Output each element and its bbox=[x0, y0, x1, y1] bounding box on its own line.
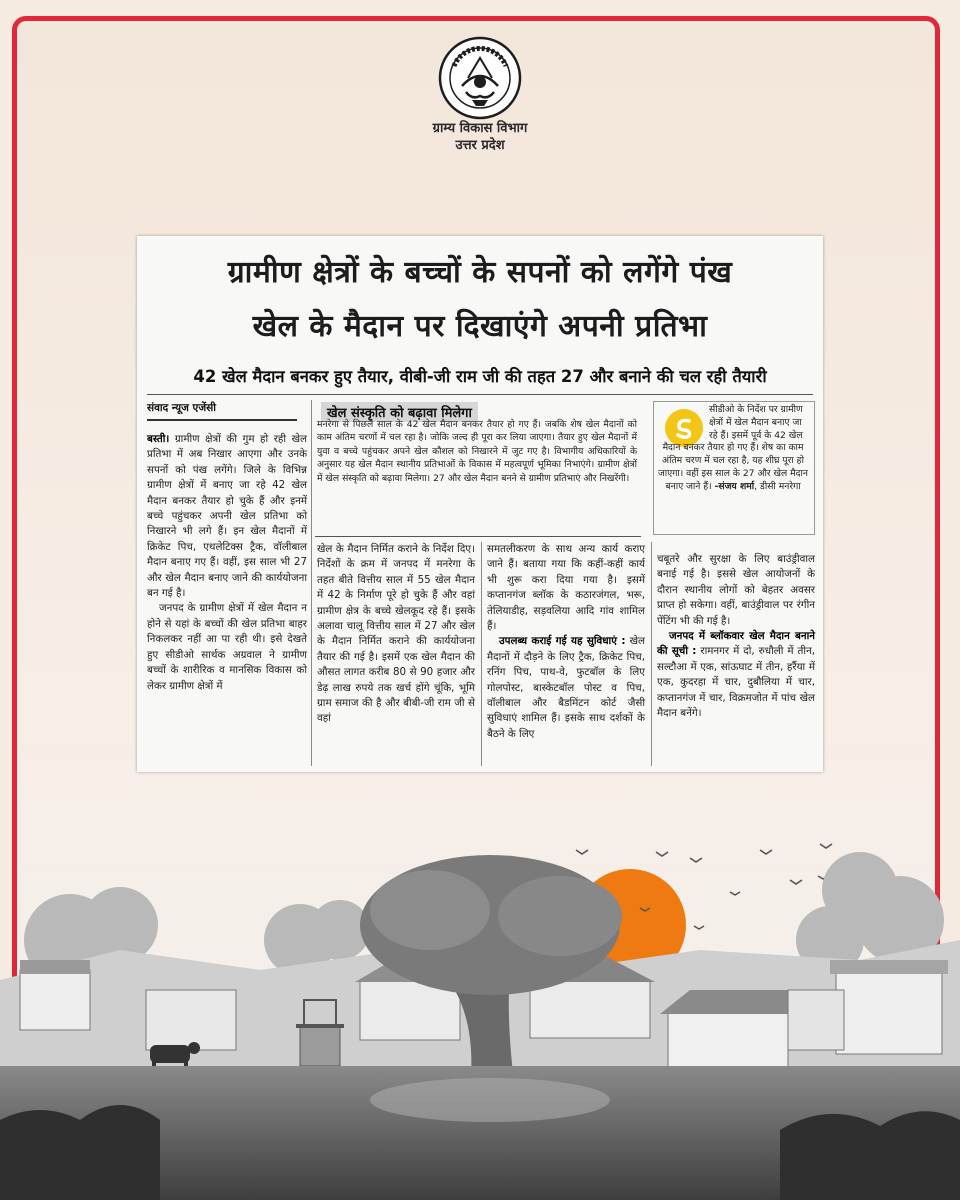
quote-text bbox=[655, 404, 811, 494]
newspaper-clipping bbox=[137, 236, 823, 772]
column-4-paragraph-1: चबूतरे और सुरक्षा के लिए बाउंड्रीवाल बनाई गई है। इससे खेल आयोजनों के दौरान स्थानीय लोगों को बेहतर अवसर प्राप्त हो सकेगा। वहीं, बाउंड्रीवाल पर रंगीन पेंटिंग भी की गई है। bbox=[657, 553, 815, 627]
box-divider bbox=[315, 536, 641, 537]
box-text: मनरेगा से पिछले साल के 42 खेल मैदान बनकर तैयार हो गए हैं। जबकि शेष खेल मैदानों को काम अंतिम चरणों में चल रहा है। जोकि जल्द ही पूरा कर लिया जाएगा। तैयार हुए खेल मैदानों में युवा व बच्चे पहुंचकर अपने खेल कौशल को निखारने में जुट गए है। विभागीय अधिकारियों के अनुसार यह खेल मैदान स्थानीय प्रतिभाओं के विकास में महत्वपूर्ण भूमिका निभाएंगे। ग्रामीण क्षेत्रों में खेल संस्कृति को बढ़ावा मिलेगा। 27 और खेल मैदान बनने से ग्रामीण प्रतिभाएं और निखरेंगी। bbox=[317, 419, 637, 484]
column-4-subhead: जनपद में ब्लॉकवार खेल मैदान बनाने की सूची : bbox=[657, 630, 815, 658]
department-line-1: ग्राम्य विकास विभाग bbox=[432, 121, 528, 136]
byline-divider bbox=[147, 419, 297, 421]
quote-author: -संजय शर्मा bbox=[714, 480, 755, 492]
article-column-2 bbox=[317, 542, 475, 727]
department-name bbox=[380, 120, 580, 154]
up-government-emblem-icon bbox=[438, 36, 522, 120]
article-column-4 bbox=[657, 552, 815, 721]
column-rule bbox=[311, 400, 312, 766]
box-heading: खेल संस्कृति को बढ़ावा मिलेगा bbox=[321, 402, 478, 422]
dateline: बस्ती। bbox=[147, 433, 170, 445]
column-4-paragraph-2: रामनगर में दो, रुधौली में तीन, सल्टौआ में एक, सांऊघाट में तीन, हर्रैया में एक, कुदरहा में चार, दुबौलिया में चार, कप्तानगंज में चार, विक्रमजोत में पांच खेल मैदान बनेंगे। bbox=[657, 645, 816, 720]
column-rule bbox=[651, 542, 652, 766]
subheadline: 42 खेल मैदान बनकर हुए तैयार, वीबी-जी राम जी की तहत 27 और बनाने की चल रही तैयारी bbox=[193, 367, 767, 386]
quote-role: , डीसी मनरेगा bbox=[754, 480, 801, 492]
byline: संवाद न्यूज एजेंसी bbox=[147, 402, 216, 414]
village-scene-illustration bbox=[0, 830, 960, 1200]
column-1-paragraph-1: ग्रामीण क्षेत्रों की गुम हो रही खेल प्रतिभा में अब निखार आएगा और उनके सपनों को पंख लगेंगे। जिले के विभिन्न ग्रामीण क्षेत्रों में बनाए जा रहे 42 खेल मैदान बनकर तैयार हो चुके हैं और इनमें बच्चे पहुंचकर अपनी खेल प्रतिभा को निखारने भी लगे हैं। इन खेल मैदानों में क्रिकेट पिच, एथलेटिक्स ट्रैक, वॉलीबाल मैदान बनाए गए हैं। वहीं, इस साल भी 27 और खेल मैदान बनाए जाने की कार्ययोजना बन गई है। bbox=[147, 433, 307, 600]
quote-text-a: सीडीओ के निर्देश पर ग्रामीण क्षेत्रों में खेल मैदान बनाए जा रहे हैं। इसमें पूर्व के 42 खेल bbox=[709, 404, 803, 441]
column-1-paragraph-2: जनपद के ग्रामीण क्षेत्रों में खेल मैदान न होने से यहां के बच्चों की खेल प्रतिभा बाहर निकलकर नहीं आ पा रही थी। इसे देखते हुए सीडीओ सार्थक अग्रवाल ने ग्रामीण बच्चों के शारीरिक व मानसिक विकास को लेकर ग्रामीण क्षेत्रों में bbox=[147, 602, 307, 692]
column-2-text: खेल के मैदान निर्मित कराने के निर्देश दिए। निर्देशों के क्रम में जनपद में मनरेगा के तहत बीते वित्तीय साल में 55 खेल मैदान में 42 के निर्माण पूरे हो चुके हैं और वहां ग्रामीण क्षेत्र के बच्चे खेलकूद रहे हैं। इसके अलावा चालू वित्तीय साल में 27 और खेल के मैदान निर्मित कराने की कार्ययोजना तैयार की गई है। इसमें एक खेल मैदान की औसत लागत करीब 80 से 90 हजार और डेढ़ लाख रुपये तक खर्च होंगे चूंकि, भूमि ग्राम समाज की है और बीबी-जी राम जी से वहां bbox=[317, 543, 475, 725]
column-3-paragraph-1: समतलीकरण के साथ अन्य कार्य कराए जाने हैं। बताया गया कि कहीं-कहीं कार्य भी शुरू करा दिया गया है। इसमें कप्तानगंज ब्लॉक के कठारजंगल, भरू, तेलियाडीह, सड़वलिया आदि गांव शामिल हैं। bbox=[487, 543, 645, 633]
department-line-2: उत्तर प्रदेश bbox=[455, 138, 505, 153]
headline-line-2: खेल के मैदान पर दिखाएंगे अपनी प्रतिभा bbox=[252, 309, 708, 344]
headline-line-1: ग्रामीण क्षेत्रों के बच्चों के सपनों को लगेंगे पंख bbox=[227, 255, 733, 290]
column-rule bbox=[481, 542, 482, 766]
column-3-paragraph-2: खेल मैदानों में दौड़ने के लिए ट्रैक, क्रिकेट पिच, रनिंग पिच, पाथ-वे, फुटबॉल के लिए गोलपोस्ट, बास्केटबॉल पोस्ट व पिच, वॉलीबाल और बैडमिंटन कोर्ट जैसी सुविधाएं शामिल हैं। इसके साथ दर्शकों के बैठने के लिए bbox=[487, 635, 645, 740]
article-column-1 bbox=[147, 432, 307, 694]
divider bbox=[147, 394, 813, 395]
article-column-3 bbox=[487, 542, 645, 742]
column-3-subhead: उपलब्ध कराई गई यह सुविधाएं : bbox=[499, 635, 626, 648]
quote-text-b: मैदान बनकर तैयार हो गए हैं। शेष का काम अंतिम चरण में चल रहा है, यह शीघ्र पूरा हो जाएगा। वहीं इस साल के 27 और खेल मैदान बनाए जाने हैं। bbox=[657, 442, 809, 492]
